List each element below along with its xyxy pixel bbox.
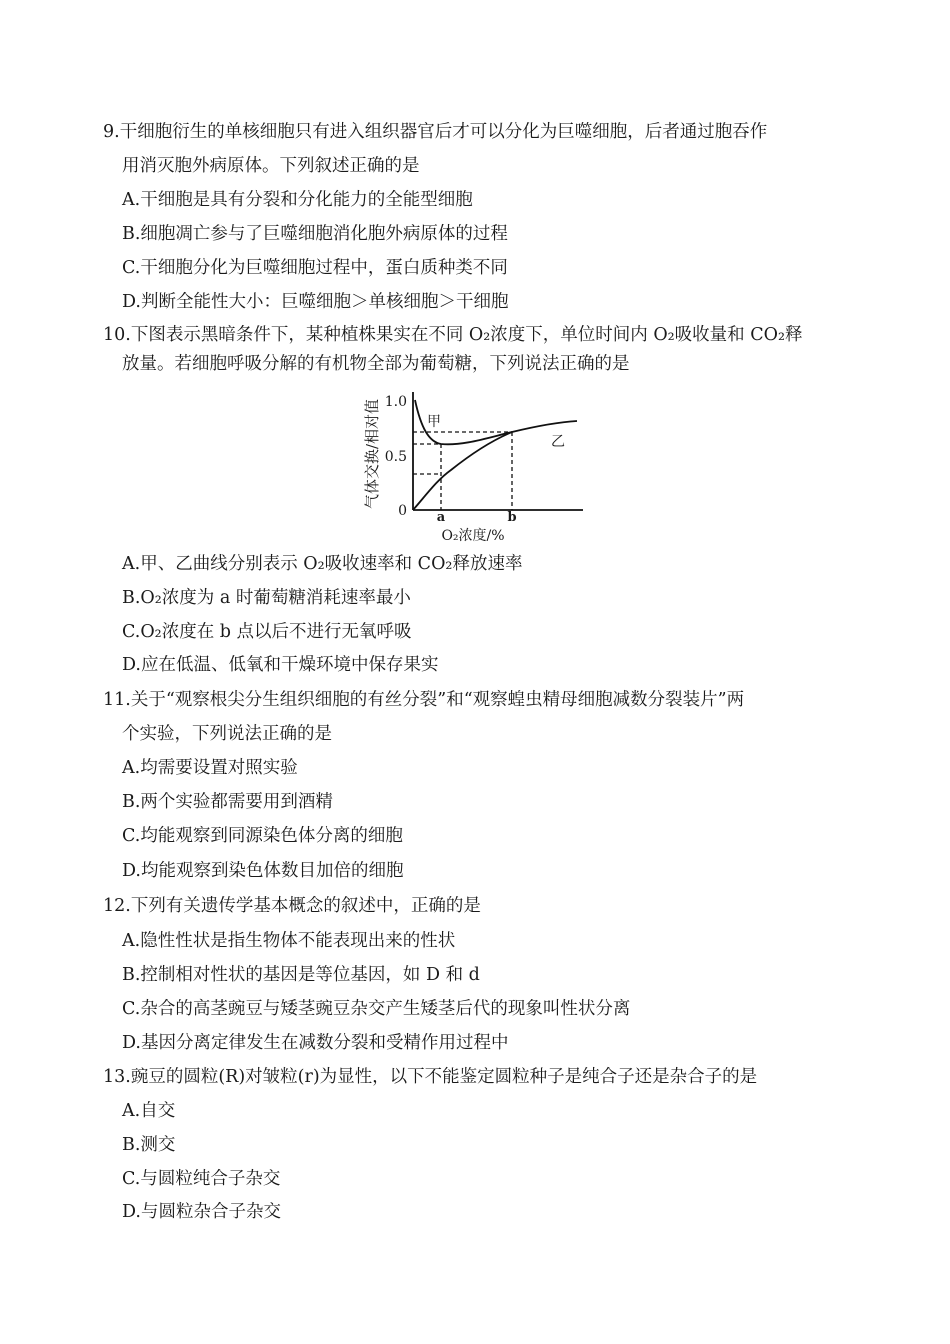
curve-label-yi: 乙 — [551, 434, 565, 450]
q9-option-c: C.干细胞分化为巨噬细胞过程中，蛋白质种类不同 — [122, 258, 508, 278]
y-axis-label: 气体交换/相对值 — [363, 398, 381, 510]
q13-option-c: C.与圆粒纯合子杂交 — [122, 1169, 281, 1189]
q10-option-b: B.O₂浓度为 a 时葡萄糖消耗速率最小 — [122, 588, 411, 608]
gas-exchange-graph — [355, 382, 615, 550]
q12-option-a: A.隐性性状是指生物体不能表现出来的性状 — [122, 931, 456, 951]
y-tick-0: 0 — [398, 503, 407, 519]
x-axis-label: O₂浓度/% — [441, 528, 505, 544]
q13-stem-line1: 13.豌豆的圆粒(R)对皱粒(r)为显性，以下不能鉴定圆粒种子是纯合子还是杂合子的是 — [103, 1067, 758, 1087]
x-tick-a: a — [436, 510, 446, 525]
y-tick-1: 1.0 — [384, 394, 407, 410]
q10-option-c: C.O₂浓度在 b 点以后不进行无氧呼吸 — [122, 622, 412, 642]
q10-option-d: D.应在低温、低氧和干燥环境中保存果实 — [122, 655, 439, 675]
q11-option-a: A.均需要设置对照实验 — [122, 758, 298, 778]
q13-option-a: A.自交 — [122, 1101, 176, 1121]
q10-option-a: A.甲、乙曲线分别表示 O₂吸收速率和 CO₂释放速率 — [122, 554, 523, 574]
q13-option-d: D.与圆粒杂合子杂交 — [122, 1202, 281, 1222]
y-tick-05: 0.5 — [384, 449, 407, 465]
x-tick-b: b — [507, 510, 517, 525]
q10-stem-line1: 10.下图表示黑暗条件下，某种植株果实在不同 O₂浓度下，单位时间内 O₂吸收量和 CO₂释 — [103, 325, 803, 345]
q9-option-d: D.判断全能性大小：巨噬细胞＞单核细胞＞干细胞 — [122, 292, 509, 312]
q10-stem-line2: 放量。若细胞呼吸分解的有机物全部为葡萄糖，下列说法正确的是 — [122, 354, 630, 374]
q9-option-a: A.干细胞是具有分裂和分化能力的全能型细胞 — [122, 190, 473, 210]
q11-stem-line1: 11.关于“观察根尖分生组织细胞的有丝分裂”和“观察蝗虫精母细胞减数分裂装片”两 — [103, 690, 745, 710]
q12-option-c: C.杂合的高茎豌豆与矮茎豌豆杂交产生矮茎后代的现象叫性状分离 — [122, 999, 631, 1019]
q11-option-b: B.两个实验都需要用到酒精 — [122, 792, 333, 812]
q9-option-b: B.细胞凋亡参与了巨噬细胞消化胞外病原体的过程 — [122, 224, 508, 244]
q9-stem-line2: 用消灭胞外病原体。下列叙述正确的是 — [122, 156, 420, 176]
q9-stem-line1: 9.干细胞衍生的单核细胞只有进入组织器官后才可以分化为巨噬细胞，后者通过胞吞作 — [103, 122, 768, 142]
q11-stem-line2: 个实验，下列说法正确的是 — [122, 724, 332, 744]
q12-stem-line1: 12.下列有关遗传学基本概念的叙述中，正确的是 — [103, 896, 481, 916]
q12-option-b: B.控制相对性状的基因是等位基因，如 D 和 d — [122, 965, 480, 985]
q13-option-b: B.测交 — [122, 1135, 176, 1155]
q12-option-d: D.基因分离定律发生在减数分裂和受精作用过程中 — [122, 1033, 509, 1053]
q11-option-d: D.均能观察到染色体数目加倍的细胞 — [122, 861, 404, 881]
q11-option-c: C.均能观察到同源染色体分离的细胞 — [122, 826, 403, 846]
curve-label-jia: 甲 — [427, 414, 441, 430]
